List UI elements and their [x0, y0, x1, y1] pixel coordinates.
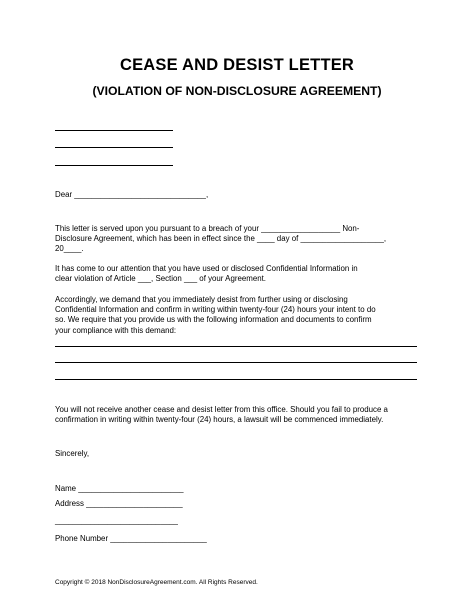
- paragraph-line: so. We require that you provide us with the following information and documents to confirm: [55, 315, 372, 325]
- recipient-address-line-1[interactable]: [55, 130, 173, 131]
- paragraph-line: It has come to our attention that you have used or disclosed Confidential Information in: [55, 264, 358, 273]
- demand-response-line-3[interactable]: [55, 379, 417, 380]
- closing: Sincerely,: [55, 449, 90, 458]
- phone-number-field[interactable]: Phone Number ______________________: [55, 534, 207, 543]
- paragraph-line: Confidential Information and confirm in writing within twenty-four (24) hours your intent to do: [55, 305, 376, 315]
- demand-response-line-1[interactable]: [55, 346, 417, 347]
- paragraph-violation: [55, 264, 358, 284]
- address-field[interactable]: Address ______________________: [55, 499, 183, 508]
- paragraph-line: You will not receive another cease and desist letter from this office. Should you fail to produce a: [55, 405, 388, 414]
- paragraph-final-warning: [55, 405, 388, 425]
- paragraph-line: clear violation of Article ___, Section ___ of your Agreement.: [55, 274, 266, 284]
- demand-response-line-2[interactable]: [55, 362, 417, 363]
- salutation: Dear ______________________________,: [55, 190, 209, 199]
- paragraph-demand: [55, 295, 376, 336]
- copyright-footer: Copyright © 2018 NonDisclosureAgreement.com. All Rights Reserved.: [55, 579, 258, 586]
- paragraph-line: confirmation in writing within twenty-four (24) hours, a lawsuit will be commenced immediately.: [55, 415, 384, 425]
- paragraph-line: your compliance with this demand:: [55, 325, 177, 335]
- document-subtitle: (VIOLATION OF NON-DISCLOSURE AGREEMENT): [92, 84, 382, 98]
- recipient-address-line-2[interactable]: [55, 147, 173, 148]
- paragraph-line: 20____.: [55, 244, 84, 254]
- paragraph-line: Disclosure Agreement, which has been in effect since the ____ day of ___________________,: [55, 234, 387, 244]
- paragraph-breach-notice: [55, 224, 386, 255]
- document-title: CEASE AND DESIST LETTER: [119, 56, 355, 74]
- name-field[interactable]: Name ________________________: [55, 484, 184, 493]
- paragraph-line: Accordingly, we demand that you immediately desist from further using or disclosing: [55, 295, 348, 304]
- paragraph-line: This letter is served upon you pursuant to a breach of your __________________ Non-: [55, 224, 360, 233]
- address-line-2-field[interactable]: ____________________________: [55, 516, 178, 525]
- recipient-address-line-3[interactable]: [55, 165, 173, 166]
